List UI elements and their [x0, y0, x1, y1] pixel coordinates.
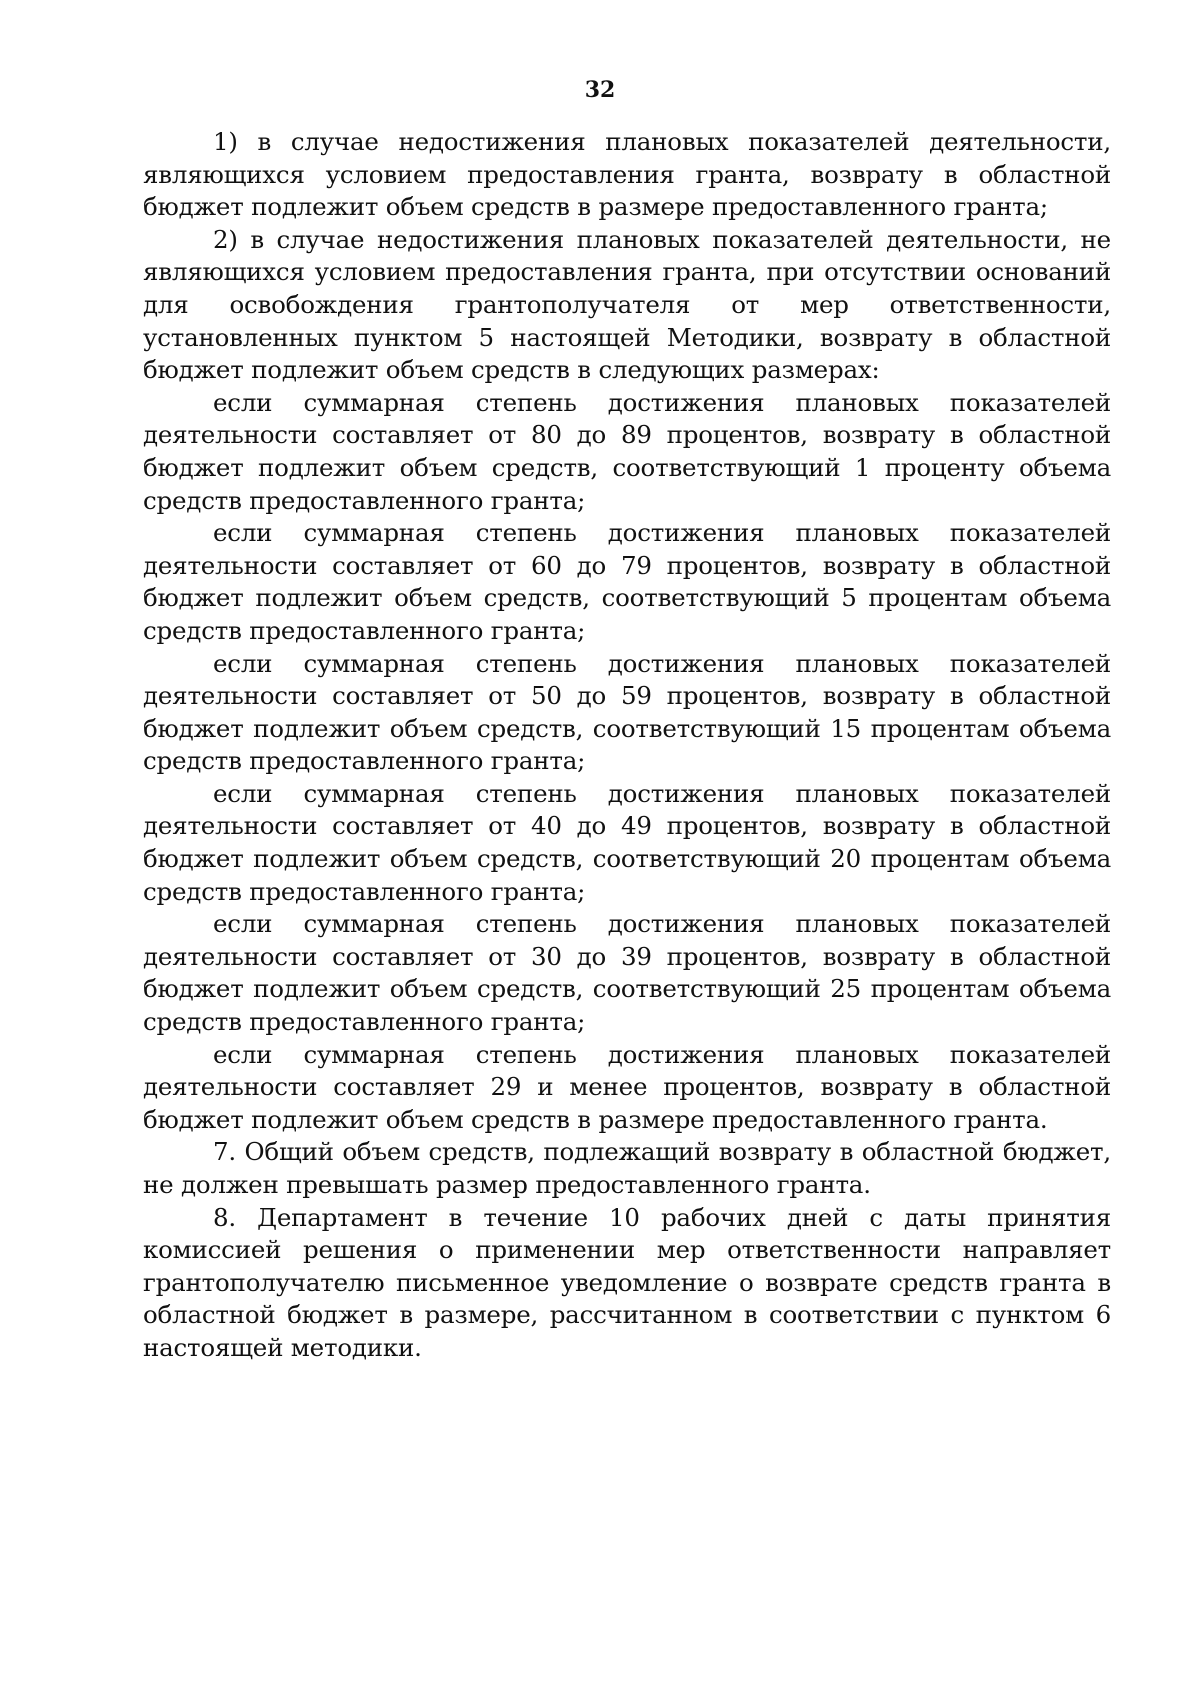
- paragraph-rate-80-89: если суммарная степень достижения плановых показателей деятельности составляет от 80 до 89 процентов, возврату в областной бюджет подлежит объем средств, соответствующий 1 проценту объема средств предоставленного гранта;: [143, 387, 1111, 515]
- paragraph-rate-30-39: если суммарная степень достижения плановых показателей деятельности составляет от 30 до 39 процентов, возврату в областной бюджет подлежит объем средств, соответствующий 25 процентам объема средств предоставленного гранта;: [143, 909, 1111, 1037]
- paragraph-rate-60-79: если суммарная степень достижения плановых показателей деятельности составляет от 60 до 79 процентов, возврату в областной бюджет подлежит объем средств, соответствующий 5 процентам объема средств предоставленного гранта;: [143, 518, 1111, 645]
- paragraph-rate-50-59: если суммарная степень достижения плановых показателей деятельности составляет от 50 до 59 процентов, возврату в областной бюджет подлежит объем средств, соответствующий 15 процентам объема средств предоставленного гранта;: [143, 648, 1111, 776]
- paragraph-item-1: 1) в случае недостижения плановых показателей деятельности, являющихся условием предоставления гранта, возврату в областной бюджет подлежит объем средств в размере предоставленного гранта;: [143, 127, 1111, 222]
- paragraph-item-2: 2) в случае недостижения плановых показателей деятельности, не являющихся условием предоставления гранта, при отсутствии оснований для освобождения грантополучателя от мер ответственности, установленных пунктом 5 настоящей Методики, возврату в областной бюджет подлежит объем средств в следующих размерах:: [143, 224, 1111, 385]
- paragraph-rate-40-49: если суммарная степень достижения плановых показателей деятельности составляет от 40 до 49 процентов, возврату в областной бюджет подлежит объем средств, соответствующий 20 процентам объема средств предоставленного гранта;: [143, 778, 1111, 906]
- document-body: [143, 126, 1111, 1365]
- paragraph-rate-29-and-less: если суммарная степень достижения плановых показателей деятельности составляет 29 и менее процентов, возврату в областной бюджет подлежит объем средств в размере предоставленного гранта.: [143, 1039, 1111, 1134]
- page-number: 32: [584, 77, 616, 103]
- paragraph-section-7: 7. Общий объем средств, подлежащий возврату в областной бюджет, не должен превышать размер предоставленного гранта.: [143, 1137, 1111, 1199]
- paragraph-section-8: 8. Департамент в течение 10 рабочих дней с даты принятия комиссией решения о применении мер ответственности направляет грантополучателю письменное уведомление о возврате средств гранта в областной бюджет в размере, рассчитанном в соответствии с пунктом 6 настоящей методики.: [143, 1202, 1111, 1362]
